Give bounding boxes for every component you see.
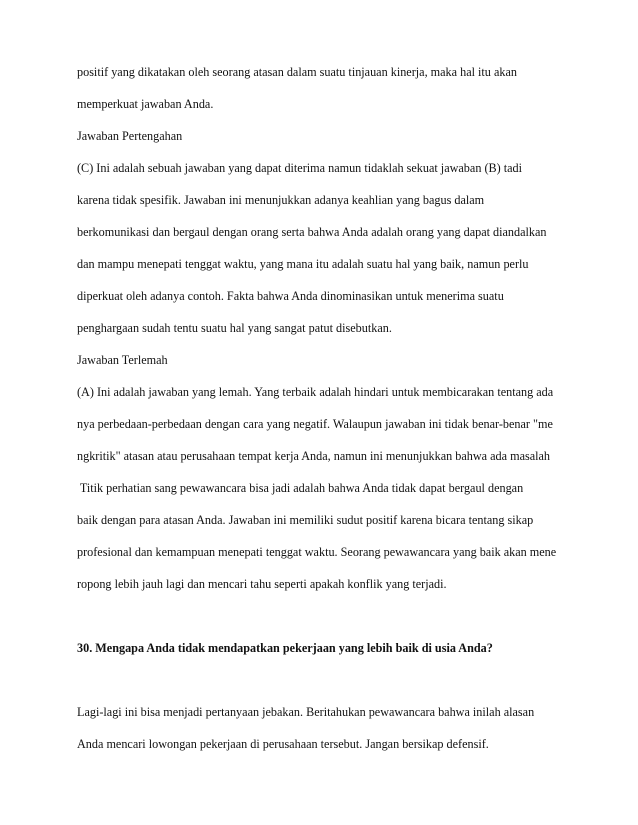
- text-line: Anda mencari lowongan pekerjaan di perusahaan tersebut. Jangan bersikap defensif.: [77, 737, 489, 751]
- text-line: karena tidak spesifik. Jawaban ini menunjukkan adanya keahlian yang bagus dalam: [77, 193, 485, 207]
- text-line: Titik perhatian sang pewawancara bisa jadi adalah bahwa Anda tidak dapat bergaul dengan: [77, 481, 524, 495]
- text-line: diperkuat oleh adanya contoh. Fakta bahwa Anda dinominasikan untuk menerima suatu: [77, 289, 504, 303]
- text-line: profesional dan kemampuan menepati tenggat waktu. Seorang pewawancara yang baik akan mene: [77, 545, 557, 559]
- text-line: dan mampu menepati tenggat waktu, yang mana itu adalah suatu hal yang baik, namun perlu: [77, 257, 529, 271]
- text-line: penghargaan sudah tentu suatu hal yang sangat patut disebutkan.: [77, 321, 392, 335]
- section-heading: Jawaban Pertengahan: [77, 129, 183, 143]
- question-heading: 30. Mengapa Anda tidak mendapatkan pekerjaan yang lebih baik di usia Anda?: [77, 641, 493, 655]
- text-line: (C) Ini adalah sebuah jawaban yang dapat diterima namun tidaklah sekuat jawaban (B) tadi: [77, 161, 523, 175]
- text-line: positif yang dikatakan oleh seorang atasan dalam suatu tinjauan kinerja, maka hal itu akan: [77, 65, 517, 79]
- text-line: baik dengan para atasan Anda. Jawaban ini memiliki sudut positif karena bicara tentang sikap: [77, 513, 534, 527]
- text-line: (A) Ini adalah jawaban yang lemah. Yang terbaik adalah hindari untuk membicarakan tentang ada: [77, 385, 554, 399]
- text-line: memperkuat jawaban Anda.: [77, 97, 214, 111]
- text-line: ropong lebih jauh lagi dan mencari tahu seperti apakah konflik yang terjadi.: [77, 577, 447, 591]
- text-line: ngkritik" atasan atau perusahaan tempat kerja Anda, namun ini menunjukkan bahwa ada masalah: [77, 449, 551, 463]
- text-line: nya perbedaan-perbedaan dengan cara yang negatif. Walaupun jawaban ini tidak benar-benar "me: [77, 417, 553, 431]
- section-heading: Jawaban Terlemah: [77, 353, 168, 367]
- text-line: berkomunikasi dan bergaul dengan orang serta bahwa Anda adalah orang yang dapat diandalkan: [77, 225, 547, 239]
- text-line: Lagi-lagi ini bisa menjadi pertanyaan jebakan. Beritahukan pewawancara bahwa inilah alasan: [77, 705, 535, 719]
